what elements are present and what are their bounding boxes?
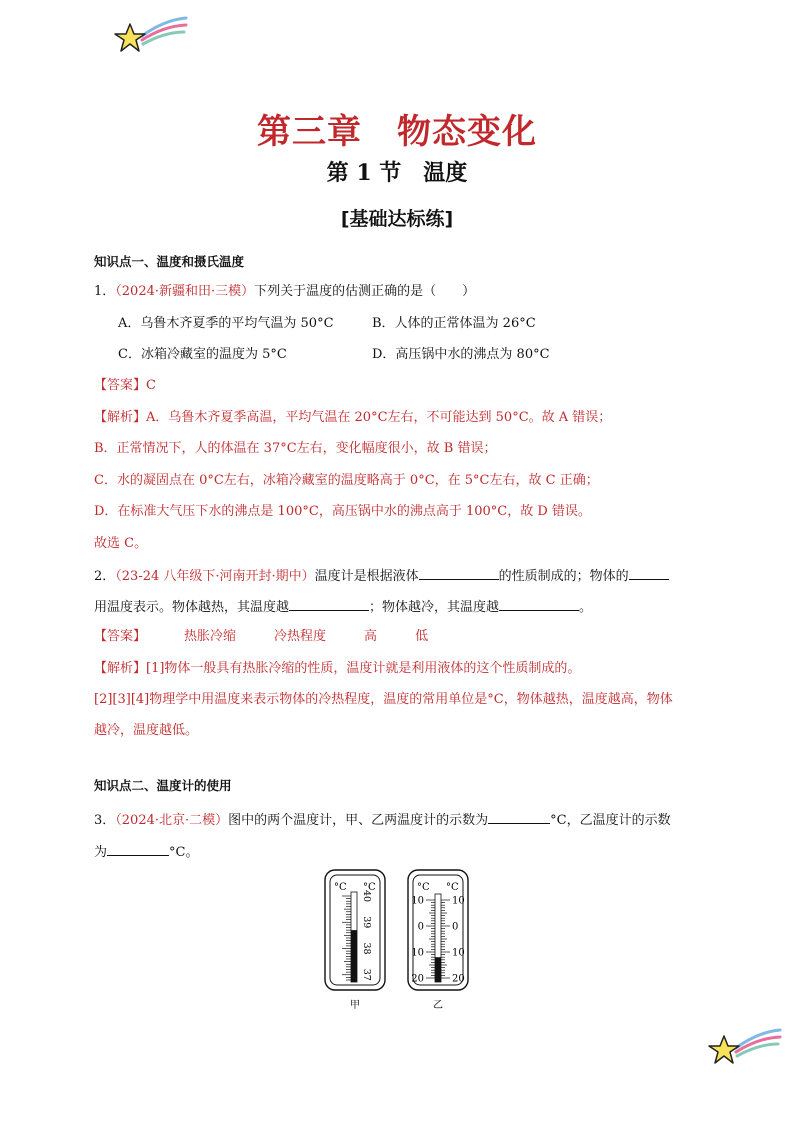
question-text: °C。 xyxy=(169,845,199,860)
question-text: 。 xyxy=(579,600,593,615)
fill-blank[interactable] xyxy=(107,842,169,856)
scale-label: 38 xyxy=(361,942,372,955)
question-1-stem xyxy=(94,283,475,301)
analysis-line xyxy=(94,409,611,427)
fill-blank[interactable] xyxy=(289,597,369,611)
scale-label: 39 xyxy=(361,916,372,929)
fill-blank[interactable] xyxy=(488,810,550,824)
thermometer-yi xyxy=(408,870,468,1011)
thermometer-label: 甲 xyxy=(350,1000,360,1011)
analysis-line: C．水的凝固点在 0°C左右，冰箱冷藏室的温度略高于 0°C，在 5°C左右，故 C 正确； xyxy=(94,473,599,488)
unit-label: °C xyxy=(363,882,376,893)
option-a: A．乌鲁木齐夏季的平均气温为 50°C xyxy=(118,316,334,331)
question-source: （2024·新疆和田·三模） xyxy=(115,284,255,299)
analysis-line: [2][3][4]物理学中用温度来表示物体的冷热程度，温度的常用单位是°C，物体越热，温度越高，物体 xyxy=(94,692,673,707)
liquid-column xyxy=(351,930,357,982)
question-text: ；物体越冷，其温度越 xyxy=(369,600,500,615)
answer-item: 热胀冷缩 xyxy=(184,629,237,644)
analysis-text: A．乌鲁木齐夏季高温，平均气温在 20°C左右，不可能达到 50°C。故 A 错误； xyxy=(146,410,612,425)
knowledge-point-heading: 知识点一、温度和摄氏温度 xyxy=(94,254,245,269)
analysis-line: D．在标准大气压下水的沸点是 100°C，高压锅中水的沸点高于 100°C，故 D 错误。 xyxy=(94,504,591,519)
option-c: C．冰箱冷藏室的温度为 5°C xyxy=(118,347,287,362)
question-number: 2． xyxy=(94,569,116,584)
analysis-label: 【解析】 xyxy=(94,661,147,676)
shooting-star-icon xyxy=(112,16,188,58)
chapter-title: 第三章 物态变化 xyxy=(257,112,537,152)
question-3-stem xyxy=(94,810,671,830)
thermometer-figure xyxy=(320,866,480,1016)
question-text: 图中的两个温度计，甲、乙两温度计的示数为 xyxy=(228,813,489,828)
question-3-stem xyxy=(94,842,198,862)
scale-label: 0 xyxy=(452,921,459,933)
liquid-column xyxy=(435,957,441,982)
scale-label: 10 xyxy=(411,947,424,959)
answer-item: 低 xyxy=(415,629,429,644)
question-2-stem xyxy=(94,597,592,617)
scale-label: 10 xyxy=(452,895,465,907)
fill-blank[interactable] xyxy=(629,566,669,580)
scale-label: 37 xyxy=(361,968,372,981)
answer-item: 高 xyxy=(364,629,378,644)
scale-label: 20 xyxy=(411,973,424,985)
question-number: 1． xyxy=(94,284,116,299)
unit-label: °C xyxy=(334,882,347,893)
question-number: 3． xyxy=(94,813,116,828)
question-text: 的性质制成的；物体的 xyxy=(498,569,629,584)
section-title: 第 1 节 温度 xyxy=(326,160,468,186)
question-text: °C，乙温度计的示数 xyxy=(550,813,671,828)
shooting-star-icon xyxy=(706,1028,782,1070)
analysis-line: 故选 C。 xyxy=(94,536,148,551)
knowledge-point-heading: 知识点二、温度计的使用 xyxy=(94,778,232,793)
analysis-text: [1]物体一般具有热胀冷缩的性质，温度计就是利用液体的这个性质制成的。 xyxy=(146,661,581,676)
thermometer-jia xyxy=(325,870,385,1011)
answer-label: 【答案】 xyxy=(94,629,147,644)
scale-label: 40 xyxy=(361,889,372,903)
answer-item: 冷热程度 xyxy=(274,629,327,644)
scale-label: 10 xyxy=(452,947,465,959)
analysis-label: 【解析】 xyxy=(94,410,147,425)
question-text: 用温度表示。物体越热，其温度越 xyxy=(94,600,290,615)
scale-label: 20 xyxy=(452,973,465,985)
question-source: （2024·北京·二模） xyxy=(115,813,229,828)
question-text: 为 xyxy=(94,845,108,860)
analysis-line xyxy=(94,660,580,678)
fill-blank[interactable] xyxy=(499,597,579,611)
scale-label: 0 xyxy=(417,921,424,933)
answer-line: 【答案】C xyxy=(94,378,156,393)
option-b: B．人体的正常体温为 26°C xyxy=(372,316,536,331)
practice-title: [基础达标练] xyxy=(340,208,454,230)
fill-blank[interactable] xyxy=(419,566,499,580)
question-text: 下列关于温度的估测正确的是（ ） xyxy=(254,284,476,299)
thermometer-label: 乙 xyxy=(433,1000,443,1011)
scale-label: 10 xyxy=(411,895,424,907)
question-text: 温度计是根据液体 xyxy=(314,569,419,584)
unit-label: °C xyxy=(446,882,459,893)
answer-line xyxy=(94,628,428,646)
unit-label: °C xyxy=(417,882,430,893)
analysis-line: 越冷，温度越低。 xyxy=(94,723,199,738)
analysis-line: B．正常情况下，人的体温在 37°C左右，变化幅度很小，故 B 错误； xyxy=(94,441,497,456)
question-2-stem xyxy=(94,566,669,586)
option-d: D．高压锅中水的沸点为 80°C xyxy=(372,347,550,362)
question-source: （23-24 八年级下·河南开封·期中） xyxy=(115,569,315,584)
